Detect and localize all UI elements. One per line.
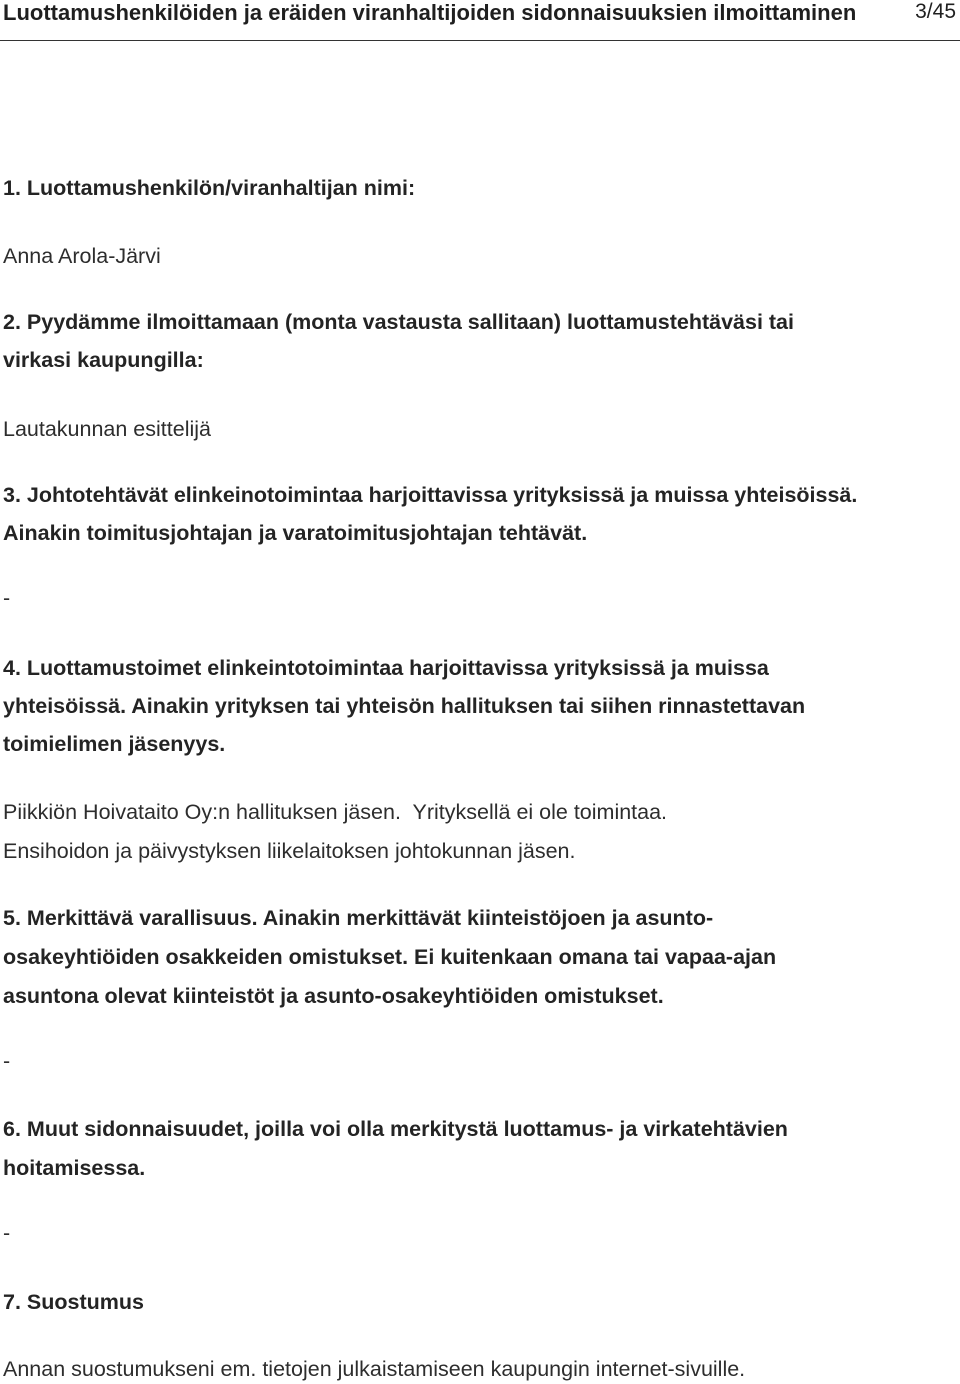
answer-7: Annan suostumukseni em. tietojen julkaistamiseen kaupungin internet-sivuille.: [3, 1357, 746, 1381]
answer-6: -: [3, 1221, 11, 1245]
answer-4-line-2: Ensihoidon ja päivystyksen liikelaitoksen johtokunnan jäsen.: [3, 839, 576, 863]
question-3-line-2: Ainakin toimitusjohtajan ja varatoimitusjohtajan tehtävät.: [3, 521, 588, 545]
page-number: 3/45: [915, 0, 956, 23]
question-6-line-2: hoitamisessa.: [3, 1156, 146, 1180]
question-6-line-1: 6. Muut sidonnaisuudet, joilla voi olla merkitystä luottamus- ja virkatehtävien: [3, 1117, 788, 1141]
question-5-line-2: osakeyhtiöiden osakkeiden omistukset. Ei kuitenkaan omana tai vapaa-ajan: [3, 945, 777, 969]
question-4-line-3: toimielimen jäsenyys.: [3, 732, 226, 756]
question-5-line-3: asuntona olevat kiinteistöt ja asunto-osakeyhtiöiden omistukset.: [3, 984, 664, 1008]
question-7: 7. Suostumus: [3, 1290, 144, 1314]
page-header: [0, 0, 960, 26]
answer-3: -: [3, 586, 11, 610]
question-2-line-1: 2. Pyydämme ilmoittamaan (monta vastausta sallitaan) luottamustehtäväsi tai: [3, 310, 794, 334]
question-4-line-2: yhteisöissä. Ainakin yrityksen tai yhteisön hallituksen tai siihen rinnastettavan: [3, 694, 806, 718]
answer-2: Lautakunnan esittelijä: [3, 417, 211, 441]
answer-5: -: [3, 1049, 11, 1073]
question-5-line-1: 5. Merkittävä varallisuus. Ainakin merkittävät kiinteistöjoen ja asunto-: [3, 906, 714, 930]
header-divider: [0, 40, 960, 41]
answer-1: Anna Arola-Järvi: [3, 244, 161, 268]
question-1: 1. Luottamushenkilön/viranhaltijan nimi:: [3, 176, 416, 200]
answer-4-line-1: Piikkiön Hoivataito Oy:n hallituksen jäsen. Yrityksellä ei ole toimintaa.: [3, 800, 668, 824]
question-4-line-1: 4. Luottamustoimet elinkeintotoimintaa harjoittavissa yrityksissä ja muissa: [3, 656, 769, 680]
question-3-line-1: 3. Johtotehtävät elinkeinotoimintaa harjoittavissa yrityksissä ja muissa yhteisöissä.: [3, 483, 858, 507]
document-title: Luottamushenkilöiden ja eräiden viranhaltijoiden sidonnaisuuksien ilmoittaminen: [3, 0, 857, 25]
question-2-line-2: virkasi kaupungilla:: [3, 348, 204, 372]
